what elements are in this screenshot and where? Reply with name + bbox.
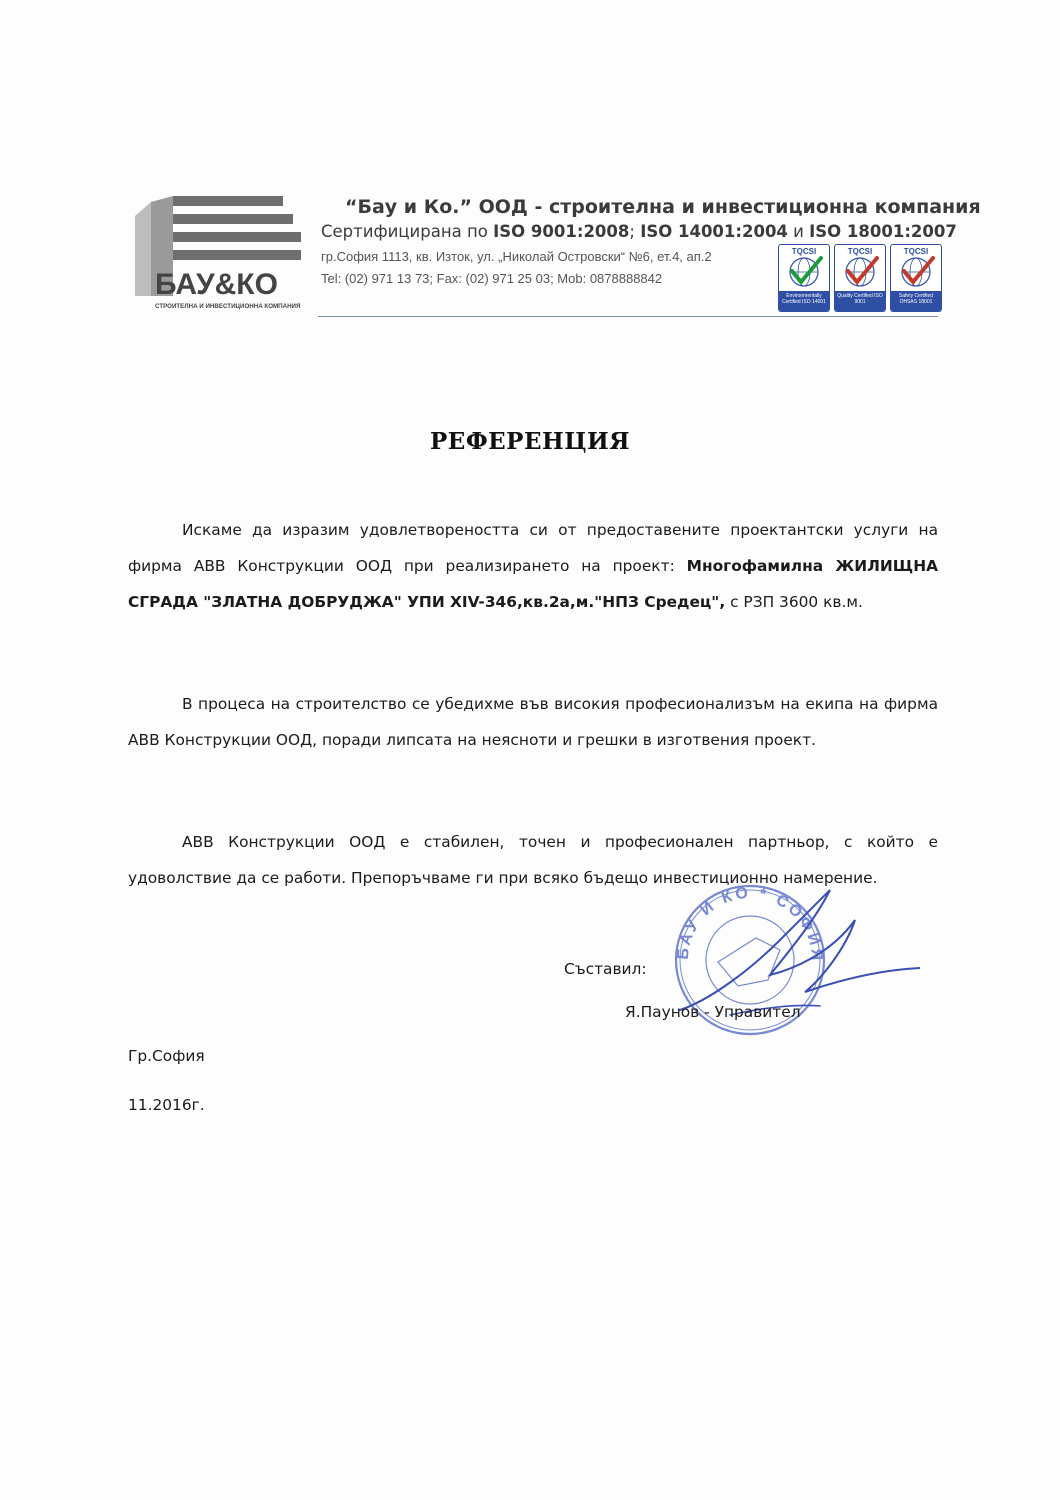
globe-check-icon [839,255,881,289]
logo-text: БАУ&КО [155,268,278,301]
globe-check-icon [895,255,937,289]
cert-and: и [787,222,810,241]
cert-sep: ; [629,222,641,241]
badge-caption: Environmentally Certified ISO 14001 [779,291,829,311]
stamp-text: БАУ И КО * СОФИЯ [674,884,826,964]
cert-iso-9001: ISO 9001:2008 [493,222,630,241]
ohsas-18001-badge [890,244,942,312]
company-contacts: Tel: (02) 971 13 73; Fax: (02) 971 25 03; Mob: 0878888842 [321,271,663,286]
document-date: 11.2016г. [128,1096,205,1114]
badge-brand: TQCSI [847,247,873,256]
certification-badges [778,244,942,312]
paragraph-1-text: Искаме да изразим удовлетвореността си от предоставените проектантски услуги на фирма АВВ Конструкции ООД при реализирането на проект: [128,521,938,575]
paragraph-3: АВВ Конструкции ООД е стабилен, точен и професионален партньор, с който е удоволствие да се работи. Препоръчваме ги при всяко бъдещо инвестиционно намерение. [128,833,938,887]
logo-subtitle: СТРОИТЕЛНА И ИНВЕСТИЦИОННА КОМПАНИЯ [155,303,301,310]
project-name: Многофамилна ЖИЛИЩНА СГРАДА "ЗЛАТНА ДОБРУДЖА" УПИ XIV-346,кв.2а,м."НПЗ Средец", [128,557,939,611]
paragraph-2: В процеса на строителство се убедихме във високия професионализъм на екипа на фирма АВВ Конструкции ООД, поради липсата на неясноти и грешки в изготвения проект. [128,695,938,749]
paragraph-1 [128,512,938,620]
header-divider [318,316,938,317]
company-title: “Бау и Ко.” ООД - строителна и инвестиционна компания [345,196,981,218]
badge-brand: TQCSI [903,247,929,256]
badge-caption: Safety Certified OHSAS 18001 [891,291,941,311]
city: Гр.София [128,1047,205,1065]
cert-iso-14001: ISO 14001:2004 [640,222,788,241]
iso-9001-badge [834,244,886,312]
paragraph-1-tail: с РЗП 3600 кв.м. [725,593,863,611]
company-address: гр.София 1113, кв. Изток, ул. „Николай Островски“ №6, ет.4, ап.2 [321,249,712,264]
badge-brand: TQCSI [791,247,817,256]
document-title: РЕФЕРЕНЦИЯ [430,428,630,455]
cert-iso-18001: ISO 18001:2007 [809,222,957,241]
compiled-by-label: Съставил: [564,960,647,978]
cert-prefix: Сертифицирана по [321,222,494,241]
iso-14001-badge [778,244,830,312]
certification-line [321,222,957,241]
badge-caption: Quality Certified ISO 9001 [835,291,885,311]
globe-check-icon [783,255,825,289]
company-logo [133,196,305,312]
signatory-name: Я.Паунов - Управител [625,1003,801,1021]
